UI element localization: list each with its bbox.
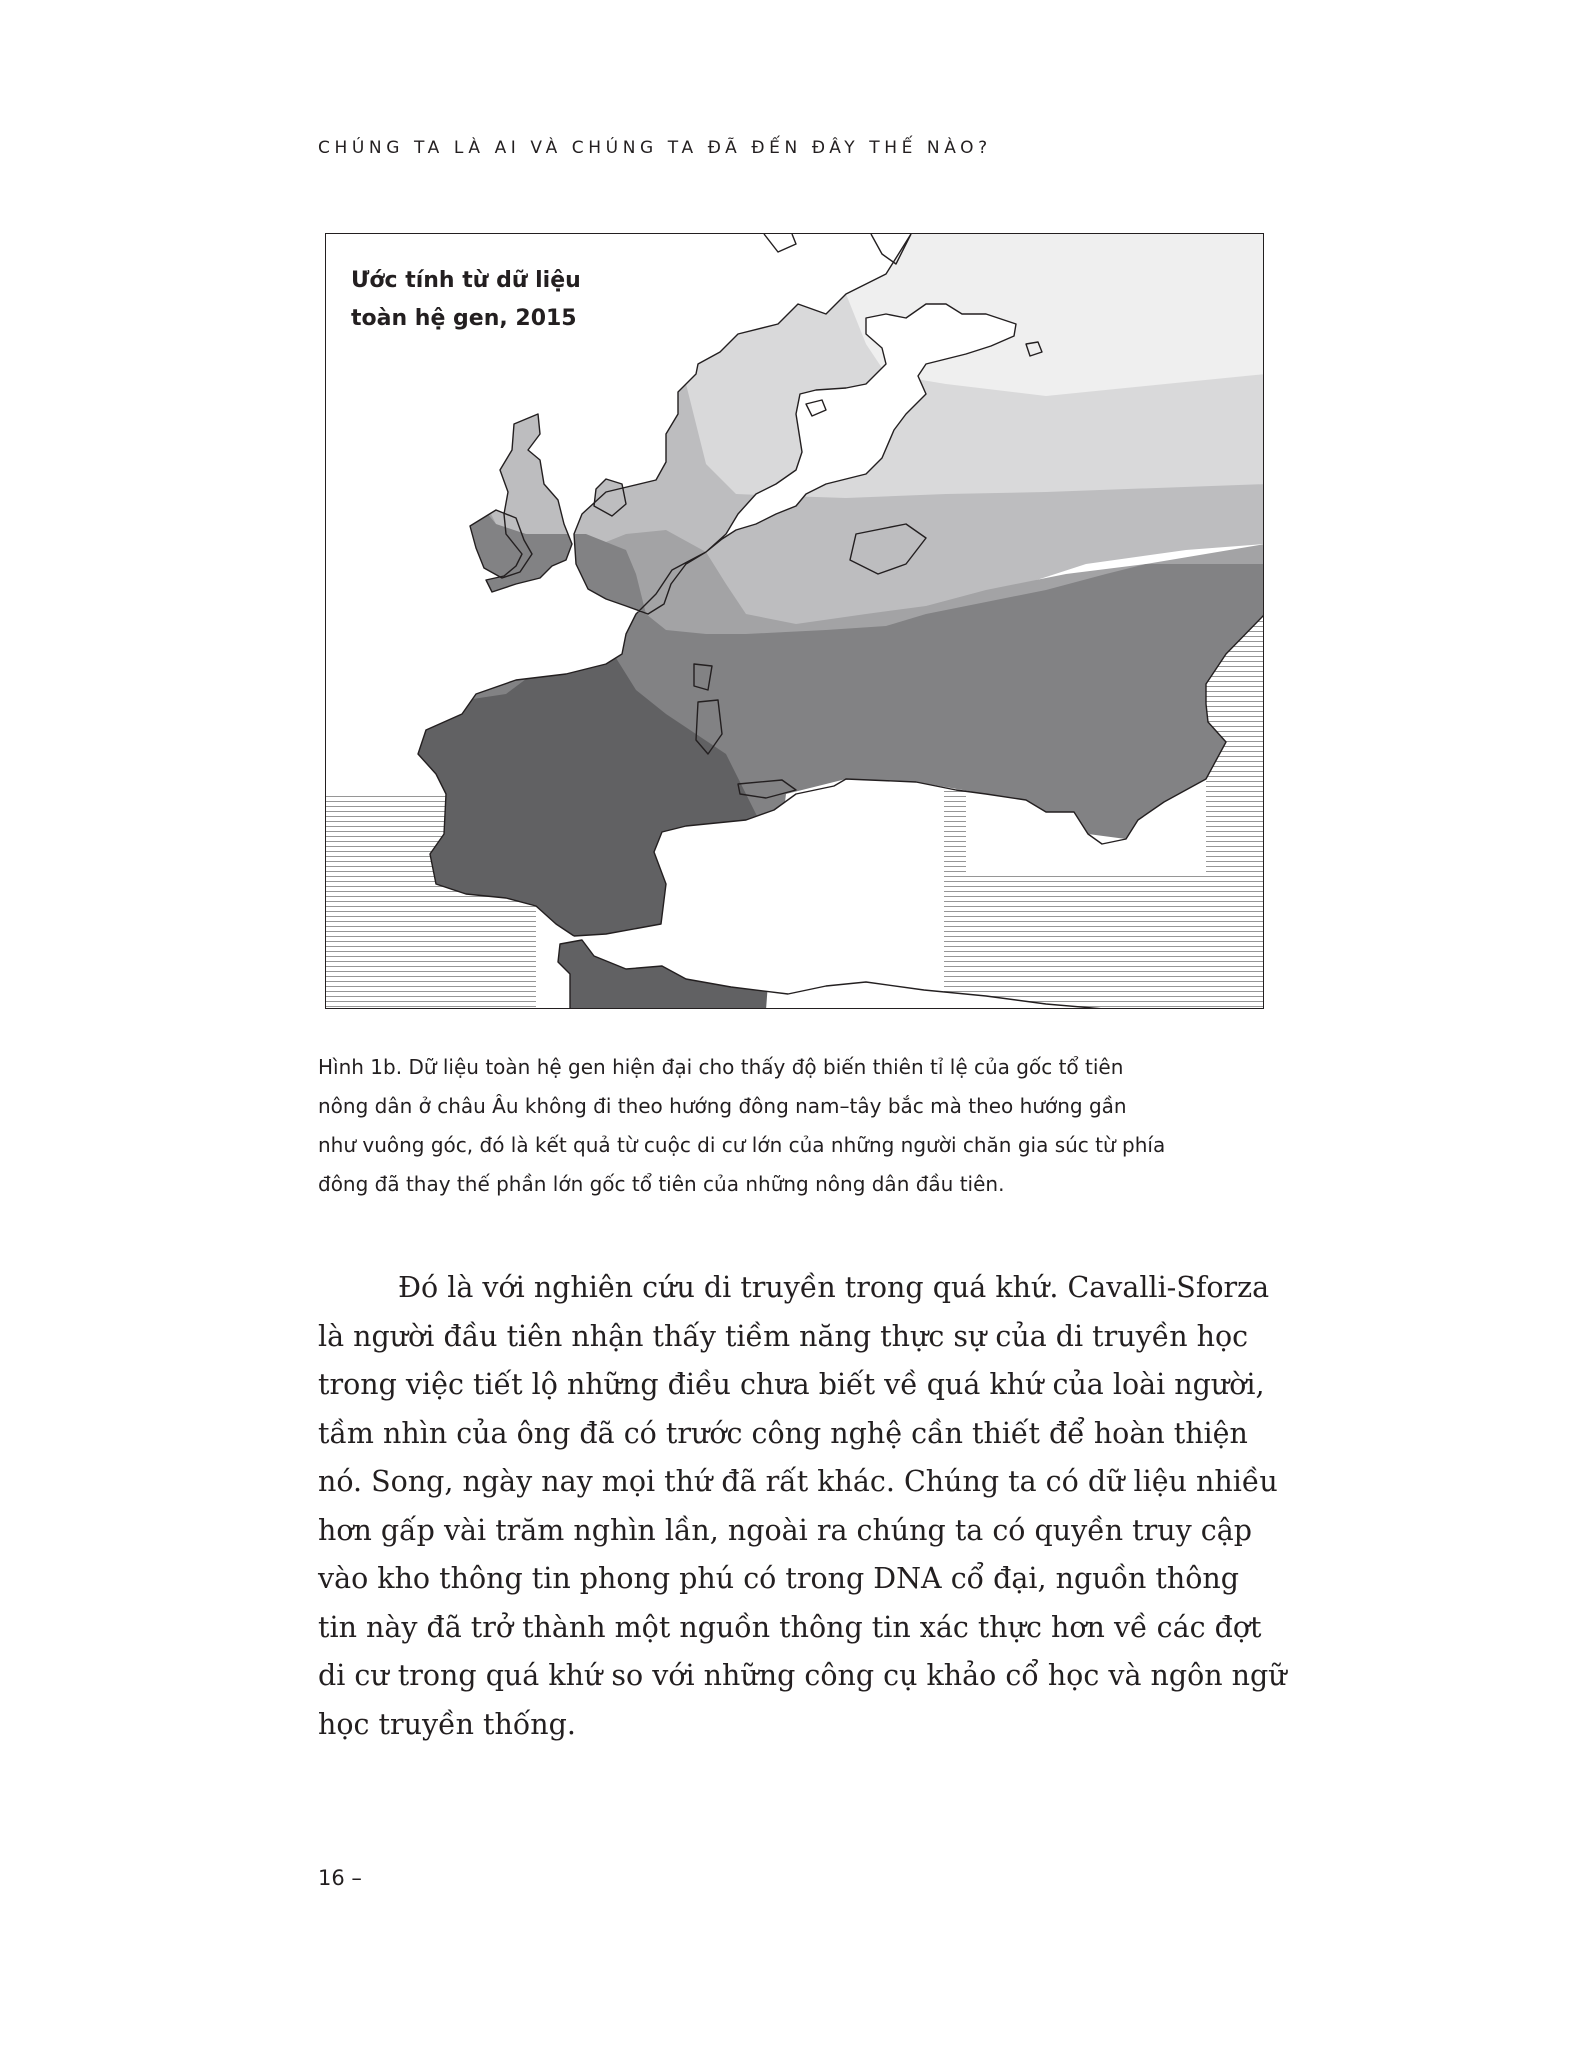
caption-line: đông đã thay thế phần lớn gốc tổ tiên của những nông dân đầu tiên. bbox=[318, 1172, 1005, 1196]
map-figure bbox=[325, 233, 1264, 1009]
body-line: vào kho thông tin phong phú có trong DNA cổ đại, nguồn thông bbox=[318, 1562, 1239, 1595]
map-title-line-2: toàn hệ gen, 2015 bbox=[351, 306, 577, 331]
body-line: tin này đã trở thành một nguồn thông tin xác thực hơn về các đợt bbox=[318, 1610, 1262, 1644]
body-line: Đó là với nghiên cứu di truyền trong quá khứ. Cavalli-Sforza bbox=[398, 1271, 1270, 1304]
caption-line: nông dân ở châu Âu không đi theo hướng đông nam–tây bắc mà theo hướng gần bbox=[318, 1094, 1127, 1118]
body-line: là người đầu tiên nhận thấy tiềm năng thực sự của di truyền học bbox=[318, 1319, 1249, 1353]
body-paragraph bbox=[318, 1264, 1287, 1749]
figure-caption bbox=[318, 1048, 1266, 1204]
running-head: CHÚNG TA LÀ AI VÀ CHÚNG TA ĐÃ ĐẾN ĐÂY THẾ NÀO? bbox=[318, 138, 992, 158]
caption-line: Hình 1b. Dữ liệu toàn hệ gen hiện đại cho thấy độ biến thiên tỉ lệ của gốc tổ tiên bbox=[318, 1055, 1124, 1079]
map-title-line-1: Ước tính từ dữ liệu bbox=[351, 268, 581, 293]
body-line: di cư trong quá khứ so với những công cụ khảo cổ học và ngôn ngữ bbox=[318, 1659, 1287, 1692]
body-line: hơn gấp vài trăm nghìn lần, ngoài ra chúng ta có quyền truy cập bbox=[318, 1513, 1252, 1547]
body-line: học truyền thống. bbox=[318, 1707, 576, 1741]
map-title bbox=[351, 262, 581, 338]
caption-line: như vuông góc, đó là kết quả từ cuộc di cư lớn của những người chăn gia súc từ phía bbox=[318, 1133, 1166, 1157]
europe-map bbox=[326, 234, 1264, 1009]
body-line: trong việc tiết lộ những điều chưa biết về quá khứ của loài người, bbox=[318, 1368, 1265, 1401]
body-line: tầm nhìn của ông đã có trước công nghệ cần thiết để hoàn thiện bbox=[318, 1416, 1248, 1450]
body-line: nó. Song, ngày nay mọi thứ đã rất khác. Chúng ta có dữ liệu nhiều bbox=[318, 1465, 1278, 1498]
page-number: 16 – bbox=[318, 1866, 362, 1890]
